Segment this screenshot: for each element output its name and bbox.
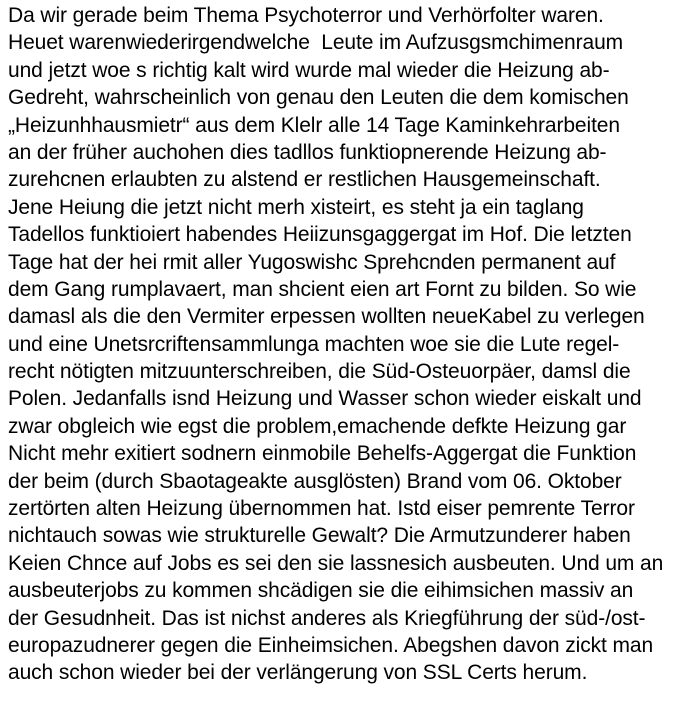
text-line: Keien Chnce auf Jobs es sei den sie lassnesich ausbeuten. Und um an — [8, 551, 664, 575]
text-line: Heuet warenwiederirgendwelche Leute im Aufzusgsmchimenraum — [8, 31, 624, 55]
text-line: zertörten alten Heizung übernommen hat. Istd eiser pemrente Terror — [8, 497, 635, 521]
text-line: zurehcnen erlaubten zu alstend er restlichen Hausgemeinschaft. — [8, 168, 601, 192]
text-line: Jene Heiung die jetzt nicht merh xisteirt, es steht ja ein taglang — [8, 195, 584, 219]
text-line: Polen. Jedanfalls isnd Heizung und Wasser schon wieder eiskalt und — [8, 387, 642, 411]
text-line: Da wir gerade beim Thema Psychoterror und Verhörfolter waren. — [8, 4, 604, 27]
text-line: „Heizunhhausmietr“ aus dem Klelr alle 14 Tage Kaminkehrarbeiten — [8, 113, 620, 137]
document-text — [8, 2, 684, 687]
text-line: damasl als die den Vermiter erpessen wollten neueKabel zu verlegen — [8, 305, 645, 329]
text-line: und jetzt woe s richtig kalt wird wurde mal wieder die Heizung ab- — [8, 58, 610, 82]
text-line: zwar obgleich wie egst die problem,emachende defkte Heizung gar — [8, 414, 627, 438]
text-line: nichtauch sowas wie strukturelle Gewalt? Die Armutzunderer haben — [8, 524, 631, 548]
text-line: auch schon wieder bei der verlängerung von SSL Certs herum. — [8, 661, 588, 685]
text-line: Gedreht, wahrscheinlich von genau den Leuten die dem komischen — [8, 86, 629, 110]
text-line: der Gesudnheit. Das ist nichst anderes als Kriegführung der süd-/ost- — [8, 606, 646, 630]
text-line: europazudnerer gegen die Einheimsichen. Abegshen davon zickt man — [8, 633, 654, 657]
text-line: der beim (durch Sbaotageakte ausglösten) Brand vom 06. Oktober — [8, 469, 622, 493]
text-line: dem Gang rumplavaert, man shcient eien art Fornt zu bilden. So wie — [8, 277, 637, 301]
text-line: und eine Unetsrcriftensammlunga machten woe sie die Lute regel- — [8, 332, 620, 356]
text-line: an der früher auchohen dies tadllos funktiopnerende Heizung ab- — [8, 140, 607, 164]
text-line: Tage hat der hei rmit aller Yugoswishc Sprehcnden permanent auf — [8, 250, 616, 274]
text-line: Nicht mehr exitiert sodnern einmobile Behelfs-Aggergat die Funktion — [8, 442, 637, 466]
text-line: Tadellos funktioiert habendes Heiizunsgaggergat im Hof. Die letzten — [8, 223, 632, 247]
text-line: recht nötigten mitzuunterschreiben, die Süd-Osteuorpäer, damsl die — [8, 360, 631, 384]
text-line: ausbeuterjobs zu kommen shcädigen sie die eihimsichen massiv an — [8, 579, 634, 603]
